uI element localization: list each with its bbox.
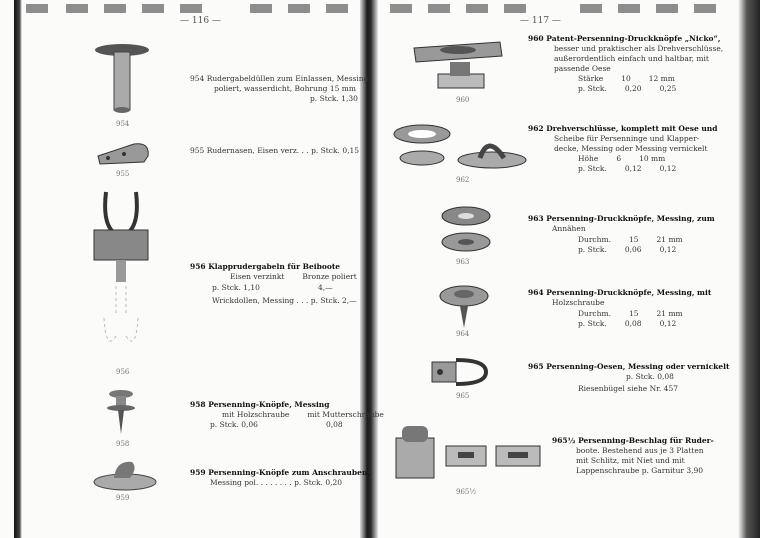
item-956-price2: 4,— [317, 283, 333, 292]
item-9651-title: 965½ Persenning-Beschlag für Ruder- [552, 436, 714, 445]
twist-lock-illustration [392, 120, 530, 170]
item-964-p2: 0,08 [624, 319, 642, 328]
item-964-l2: Holzschraube [552, 298, 605, 307]
item-956-price: p. Stck. 1,10 [212, 283, 260, 292]
item-965-title: 965 Persenning-Oesen, Messing oder vernickelt [528, 362, 730, 371]
item-964-h2: 15 [628, 309, 639, 318]
item-958-price2: 0,08 [325, 420, 343, 429]
item-960-p1: p. Stck. [578, 84, 607, 93]
right-edge-shadow [738, 0, 760, 538]
item-960-p3: 0,25 [659, 84, 677, 93]
tarp-button-plate-illustration [92, 456, 158, 492]
item-9651-l4: Lappenschraube p. Garnitur 3,90 [576, 466, 704, 475]
item-958-col2: mit Mutterschraube [307, 410, 384, 419]
rudder-nose-illustration [94, 138, 154, 166]
page-number-left: — 116 — [180, 16, 221, 26]
left-binding-shadow [14, 0, 22, 538]
item-962-p2: 0,12 [624, 164, 642, 173]
item-960-l4: passende Oese [554, 64, 611, 73]
item-955-text: 955 Rudernasen, Eisen verz. . . p. Stck. 0,15 [190, 146, 360, 155]
fig-956: 956 [116, 368, 130, 376]
item-959-line2: Messing pol. . . . . . . . p. Stck. 0,20 [210, 478, 343, 487]
item-963-h3: 21 mm [656, 235, 683, 244]
item-954-line2: poliert, wasserdicht, Bohrung 15 mm [214, 84, 356, 93]
screw-snap-illustration [436, 282, 492, 330]
item-962-p3: 0,12 [659, 164, 677, 173]
item-964-h3: 21 mm [656, 309, 683, 318]
item-964-h1: Durchm. [578, 309, 611, 318]
page-edge-strip [0, 0, 760, 14]
item-956-line3: Wrickdollen, Messing . . . p. Stck. 2,— [212, 296, 357, 305]
item-963-h2: 15 [628, 235, 639, 244]
item-962-l3: decke, Messing oder Messing vernickelt [554, 144, 708, 153]
item-958-title: 958 Persenning-Knöpfe, Messing [190, 400, 330, 409]
item-962-p1: p. Stck. [578, 164, 607, 173]
item-964-title: 964 Persenning-Druckknöpfe, Messing, mit [528, 288, 712, 297]
item-9651-l3: mit Schlitz, mit Niet und mit [576, 456, 685, 465]
fig-955: 955 [116, 170, 130, 178]
item-962-h2: 6 [616, 154, 622, 163]
item-962-title: 962 Drehverschlüsse, komplett mit Oese und [528, 124, 718, 133]
sew-on-snap-illustration [436, 204, 496, 256]
tarp-eyelet-illustration [430, 356, 490, 388]
fig-963: 963 [456, 258, 470, 266]
item-956-col2: Bronze poliert [302, 272, 357, 281]
fig-965: 965 [456, 392, 470, 400]
item-954-price: p. Stck. 1,30 [310, 94, 358, 103]
item-964-p3: 0,12 [659, 319, 677, 328]
item-962-h3: 10 mm [639, 154, 666, 163]
item-956-title: 956 Klapprudergabeln für Beiboote [190, 262, 341, 271]
item-960-p2: 0,20 [624, 84, 642, 93]
item-956-col1: Eisen verzinkt [230, 272, 285, 281]
item-960-l2: besser und praktischer als Drehverschlüsse, [554, 44, 724, 53]
item-954-text: 954 Rudergabeldüllen zum Einlassen, Messing [190, 74, 369, 83]
item-963-title: 963 Persenning-Druckknöpfe, Messing, zum [528, 214, 715, 223]
item-963-p2: 0,06 [624, 245, 642, 254]
fig-954: 954 [116, 120, 130, 128]
fig-959: 959 [116, 494, 130, 502]
item-962-l2: Scheibe für Persenninge und Klapper- [554, 134, 700, 143]
item-965-l2: p. Stck. 0,08 [626, 372, 674, 381]
item-960-h1: Stärke [578, 74, 604, 83]
fig-965-half: 965½ [456, 488, 477, 496]
item-958-price: p. Stck. 0,06 [210, 420, 258, 429]
item-963-p3: 0,12 [659, 245, 677, 254]
item-959-title: 959 Persenning-Knöpfe zum Anschrauben, [190, 468, 370, 477]
tarp-fitting-set-illustration [392, 422, 542, 484]
item-960-title: 960 Patent-Persenning-Druckknöpfe „Nicko“, [528, 34, 721, 43]
item-965-l3: Riesenbügel siehe Nr. 457 [578, 384, 679, 393]
item-963-h1: Durchm. [578, 235, 611, 244]
fig-964: 964 [456, 330, 470, 338]
page-number-right: — 117 — [520, 16, 561, 26]
item-960-h2: 10 [621, 74, 631, 83]
fig-958: 958 [116, 440, 130, 448]
folding-rowlock-illustration [86, 186, 156, 364]
item-964-p1: p. Stck. [578, 319, 607, 328]
item-960-h3: 12 mm [648, 74, 675, 83]
snap-fastener-plate-illustration [410, 34, 506, 92]
fig-960: 960 [456, 96, 470, 104]
item-962-h1: Höhe [578, 154, 599, 163]
item-963-p1: p. Stck. [578, 245, 607, 254]
rudder-socket-illustration [92, 42, 152, 118]
fig-962: 962 [456, 176, 470, 184]
item-960-l3: außerordentlich einfach und haltbar, mit [554, 54, 709, 63]
item-963-l2: Annähen [552, 224, 586, 233]
item-958-col1: mit Holzschraube [222, 410, 290, 419]
item-9651-l2: boote. Bestehend aus je 3 Platten [576, 446, 704, 455]
tarp-button-screw-illustration [104, 388, 138, 436]
